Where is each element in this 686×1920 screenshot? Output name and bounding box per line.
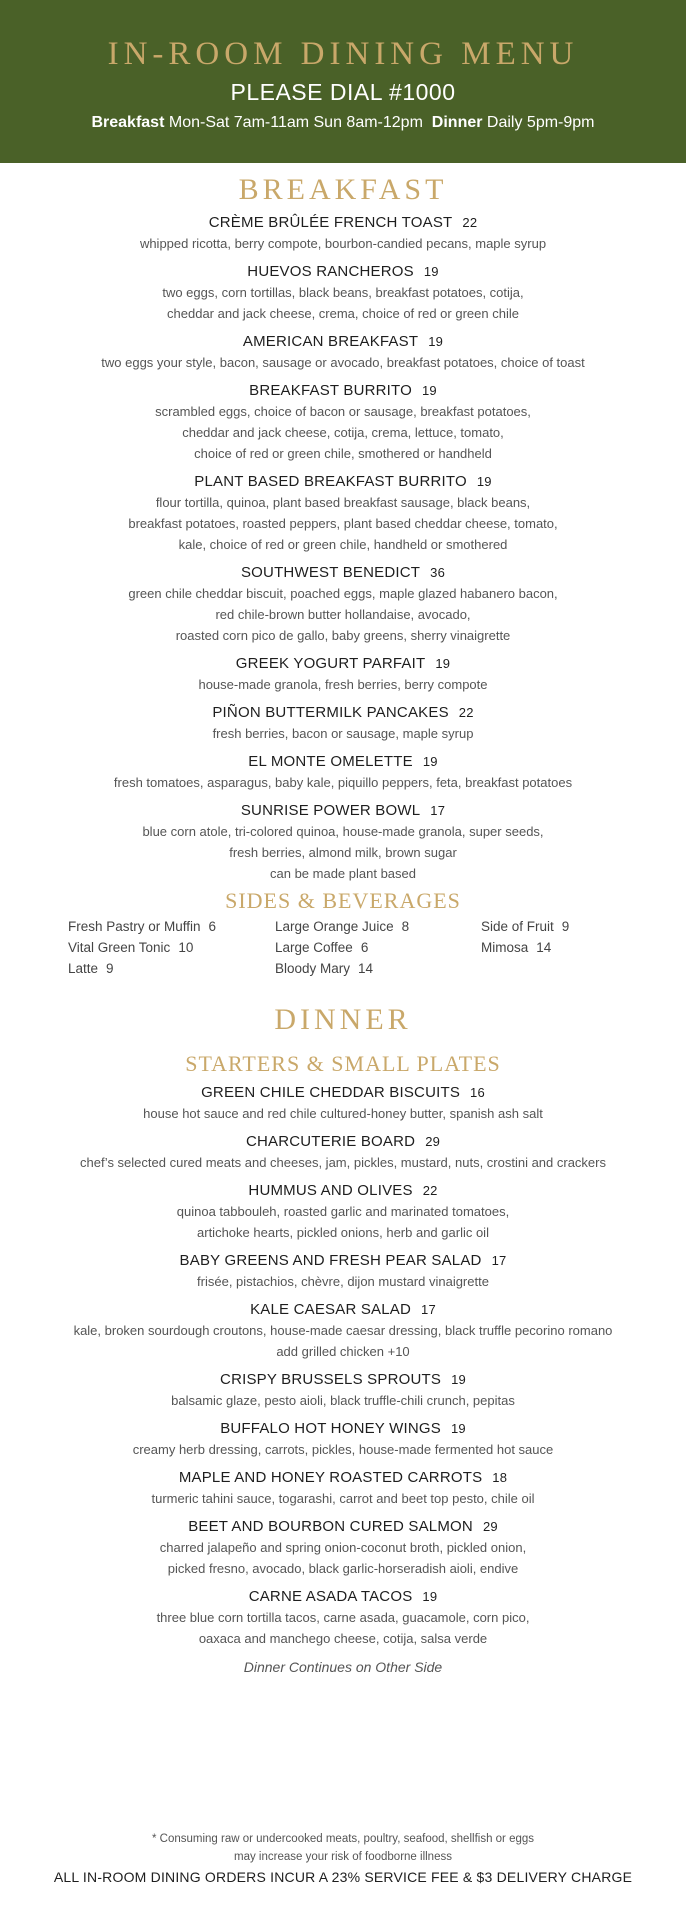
menu-item: [0, 563, 686, 646]
menu-item-price: 18: [492, 1470, 508, 1485]
menu-item-description: scrambled eggs, choice of bacon or sausage, breakfast potatoes,: [155, 404, 531, 419]
breakfast-section: [0, 173, 686, 884]
menu-item-price: 22: [422, 1183, 438, 1198]
menu-item-price: 19: [476, 474, 492, 489]
menu-item: [0, 213, 686, 254]
menu-item-name: SOUTHWEST BENEDICT: [240, 564, 421, 581]
menu-item-description: house-made granola, fresh berries, berry compote: [198, 677, 488, 692]
breakfast-hours: Mon-Sat 7am-11am Sun 8am-12pm: [168, 114, 423, 131]
menu-item-title: [0, 1083, 686, 1103]
menu-item-price: 22: [462, 215, 478, 230]
menu-item: [0, 1370, 686, 1411]
menu-item: [0, 1587, 686, 1649]
side-item: [68, 937, 275, 958]
menu-item-title: [0, 654, 686, 674]
menu-item: [0, 703, 686, 744]
menu-item-description: kale, broken sourdough croutons, house-made caesar dressing, black truffle pecorino romano: [73, 1323, 613, 1338]
continues-note: Dinner Continues on Other Side: [243, 1659, 443, 1675]
menu-item-description: three blue corn tortilla tacos, carne asada, guacamole, corn pico,: [156, 1610, 530, 1625]
side-item: [68, 916, 275, 937]
menu-header: [0, 0, 686, 163]
menu-item-description: artichoke hearts, pickled onions, herb and garlic oil: [197, 1225, 489, 1240]
menu-item-description: flour tortilla, quinoa, plant based breakfast sausage, black beans,: [155, 495, 531, 510]
menu-item-description: fresh berries, bacon or sausage, maple syrup: [212, 726, 474, 741]
dial-instruction: PLEASE DIAL #1000: [230, 79, 456, 105]
menu-item-title: [0, 472, 686, 492]
menu-item-price: 22: [458, 705, 474, 720]
menu-item-title: [0, 1300, 686, 1320]
side-item-price: 9: [561, 919, 570, 934]
side-item-price: 6: [208, 919, 217, 934]
side-item-name: Latte: [68, 961, 99, 976]
dinner-title: DINNER: [274, 1003, 412, 1036]
menu-item-title: [0, 332, 686, 352]
menu-item-description: can be made plant based: [270, 866, 416, 881]
dinner-section: [0, 1003, 686, 1675]
menu-item-description: two eggs, corn tortillas, black beans, breakfast potatoes, cotija,: [162, 285, 524, 300]
side-item-name: Mimosa: [481, 940, 529, 955]
menu-item-description: balsamic glaze, pesto aioli, black truffle-chili crunch, pepitas: [171, 1393, 515, 1408]
side-item-name: Large Coffee: [275, 940, 353, 955]
side-item-name: Fresh Pastry or Muffin: [68, 919, 201, 934]
side-item-price: 9: [106, 961, 114, 976]
menu-item: [0, 1251, 686, 1292]
dinner-items: [0, 1083, 686, 1649]
breakfast-items: [0, 213, 686, 884]
side-item: [481, 916, 661, 937]
menu-item-description: cheddar and jack cheese, cotija, crema, lettuce, tomato,: [182, 425, 504, 440]
menu-item-description: charred jalapeño and spring onion-coconut broth, pickled onion,: [159, 1540, 527, 1555]
menu-item-description: house hot sauce and red chile cultured-honey butter, spanish ash salt: [143, 1106, 543, 1121]
breakfast-title: BREAKFAST: [238, 173, 448, 206]
menu-footer: [0, 1830, 686, 1885]
menu-item-name: GREEK YOGURT PARFAIT: [235, 655, 426, 672]
menu-item-name: BUFFALO HOT HONEY WINGS: [220, 1420, 441, 1437]
menu-item-title: [0, 213, 686, 233]
menu-item-description: fresh berries, almond milk, brown sugar: [229, 845, 457, 860]
side-item: [275, 916, 481, 937]
menu-item-description: two eggs your style, bacon, sausage or avocado, breakfast potatoes, choice of toast: [101, 355, 585, 370]
menu-item-price: 19: [423, 264, 439, 279]
menu-item-title: [0, 801, 686, 821]
dinner-hours: Daily 5pm-9pm: [486, 114, 595, 131]
menu-item-name: BEET AND BOURBON CURED SALMON: [188, 1518, 473, 1535]
menu-item-name: PLANT BASED BREAKFAST BURRITO: [194, 473, 467, 490]
menu-item-name: CRÈME BRÛLÉE FRENCH TOAST: [208, 214, 453, 231]
menu-item-price: 29: [482, 1519, 498, 1534]
menu-item-title: [0, 262, 686, 282]
menu-item-description: cheddar and jack cheese, crema, choice of red or green chile: [167, 306, 519, 321]
warning-line: may increase your risk of foodborne illness: [234, 1851, 452, 1863]
service-fee-notice: ALL IN-ROOM DINING ORDERS INCUR A 23% SERVICE FEE & $3 DELIVERY CHARGE: [53, 1869, 633, 1885]
menu-item-price: 29: [425, 1134, 441, 1149]
menu-item-description: chef’s selected cured meats and cheeses, jam, pickles, mustard, nuts, crostini and crackers: [79, 1155, 606, 1170]
side-item-price: 14: [536, 940, 552, 955]
side-item-price: 6: [360, 940, 369, 955]
menu-title: IN-ROOM DINING MENU: [107, 36, 579, 72]
menu-item-name: HUMMUS AND OLIVES: [248, 1182, 413, 1199]
side-item: [481, 937, 661, 958]
menu-item: [0, 1181, 686, 1243]
menu-item: [0, 801, 686, 884]
menu-item-price: 19: [451, 1372, 466, 1387]
menu-item-title: [0, 1468, 686, 1488]
menu-item-title: [0, 1251, 686, 1271]
menu-item-price: 19: [422, 1589, 438, 1604]
menu-item-name: MAPLE AND HONEY ROASTED CARROTS: [178, 1469, 483, 1486]
menu-item-name: HUEVOS RANCHEROS: [247, 263, 414, 280]
menu-item-name: SUNRISE POWER BOWL: [240, 802, 421, 819]
menu-item-price: 19: [422, 754, 438, 769]
menu-item-title: [0, 703, 686, 723]
menu-item-price: 36: [430, 565, 446, 580]
menu-item: [0, 654, 686, 695]
side-item-price: 14: [358, 961, 374, 976]
dinner-hours-label: Dinner: [431, 114, 483, 131]
menu-item-price: 16: [470, 1085, 485, 1100]
menu-item-price: 19: [435, 656, 451, 671]
menu-item-description: green chile cheddar biscuit, poached eggs, maple glazed habanero bacon,: [128, 586, 558, 601]
menu-item-description: creamy herb dressing, carrots, pickles, house-made fermented hot sauce: [132, 1442, 554, 1457]
menu-item-name: CRISPY BRUSSELS SPROUTS: [220, 1371, 442, 1388]
menu-item-name: BREAKFAST BURRITO: [249, 382, 412, 399]
menu-item-name: KALE CAESAR SALAD: [250, 1301, 412, 1318]
side-item-name: Bloody Mary: [275, 961, 351, 976]
menu-item-price: 19: [450, 1421, 466, 1436]
side-item: [275, 958, 481, 979]
menu-item-price: 19: [422, 383, 437, 398]
sides-title: SIDES & BEVERAGES: [225, 888, 461, 913]
menu-item-description: breakfast potatoes, roasted peppers, plant based cheddar cheese, tomato,: [128, 516, 558, 531]
side-item-name: Vital Green Tonic: [68, 940, 171, 955]
menu-item: [0, 472, 686, 555]
menu-item: [0, 1468, 686, 1509]
menu-item-description: frisée, pistachios, chèvre, dijon mustard vinaigrette: [197, 1274, 489, 1289]
menu-item-description: add grilled chicken +10: [276, 1344, 410, 1359]
menu-item-description: blue corn atole, tri-colored quinoa, house-made granola, super seeds,: [142, 824, 544, 839]
menu-item-title: [0, 1587, 686, 1607]
menu-item-description: whipped ricotta, berry compote, bourbon-candied pecans, maple syrup: [139, 236, 547, 251]
menu-item: [0, 1517, 686, 1579]
sides-section: [0, 888, 686, 979]
breakfast-hours-label: Breakfast: [91, 114, 165, 131]
menu-item: [0, 1132, 686, 1173]
menu-item-description: choice of red or green chile, smothered or handheld: [194, 446, 492, 461]
menu-item-price: 17: [430, 803, 446, 818]
menu-item-title: [0, 1132, 686, 1152]
side-item-name: Side of Fruit: [481, 919, 554, 934]
menu-item-description: turmeric tahini sauce, togarashi, carrot and beet top pesto, chile oil: [151, 1491, 535, 1506]
menu-item-price: 17: [491, 1253, 507, 1268]
menu-item-description: quinoa tabbouleh, roasted garlic and marinated tomatoes,: [176, 1204, 510, 1219]
menu-item-name: CARNE ASADA TACOS: [248, 1588, 413, 1605]
menu-item-name: AMERICAN BREAKFAST: [242, 333, 419, 350]
menu-item-price: 17: [421, 1302, 436, 1317]
sides-grid: [0, 916, 686, 979]
menu-item-name: BABY GREENS AND FRESH PEAR SALAD: [179, 1252, 482, 1269]
menu-item-name: CHARCUTERIE BOARD: [245, 1133, 416, 1150]
menu-item-title: [0, 381, 686, 401]
menu-item-title: [0, 1370, 686, 1390]
menu-item-name: EL MONTE OMELETTE: [248, 753, 413, 770]
menu-item-description: picked fresno, avocado, black garlic-horseradish aioli, endive: [167, 1561, 519, 1576]
menu-item-description: kale, choice of red or green chile, handheld or smothered: [178, 537, 508, 552]
menu-item-description: red chile-brown butter hollandaise, avocado,: [215, 607, 471, 622]
menu-item-title: [0, 1181, 686, 1201]
side-item-name: Large Orange Juice: [275, 919, 394, 934]
side-item: [275, 937, 481, 958]
menu-item-price: 19: [428, 334, 444, 349]
dinner-subtitle: STARTERS & SMALL PLATES: [185, 1051, 501, 1076]
menu-item-description: fresh tomatoes, asparagus, baby kale, piquillo peppers, feta, breakfast potatoes: [113, 775, 573, 790]
menu-item: [0, 1300, 686, 1362]
side-item-price: 8: [401, 919, 410, 934]
menu-item: [0, 262, 686, 324]
menu-item: [0, 1083, 686, 1124]
menu-item-name: GREEN CHILE CHEDDAR BISCUITS: [201, 1084, 461, 1101]
warning-line: * Consuming raw or undercooked meats, poultry, seafood, shellfish or eggs: [151, 1833, 535, 1845]
menu-item-title: [0, 752, 686, 772]
foodborne-warning: [0, 1830, 686, 1866]
menu-item-title: [0, 1419, 686, 1439]
menu-item-name: PIÑON BUTTERMILK PANCAKES: [212, 704, 449, 721]
menu-item-description: oaxaca and manchego cheese, cotija, salsa verde: [198, 1631, 488, 1646]
menu-item: [0, 381, 686, 464]
menu-item: [0, 332, 686, 373]
menu-item-title: [0, 1517, 686, 1537]
side-item-price: 10: [178, 940, 194, 955]
menu-item: [0, 1419, 686, 1460]
menu-item-title: [0, 563, 686, 583]
side-item: [68, 958, 275, 979]
menu-item: [0, 752, 686, 793]
service-hours: [0, 112, 686, 134]
menu-item-description: roasted corn pico de gallo, baby greens, sherry vinaigrette: [175, 628, 511, 643]
